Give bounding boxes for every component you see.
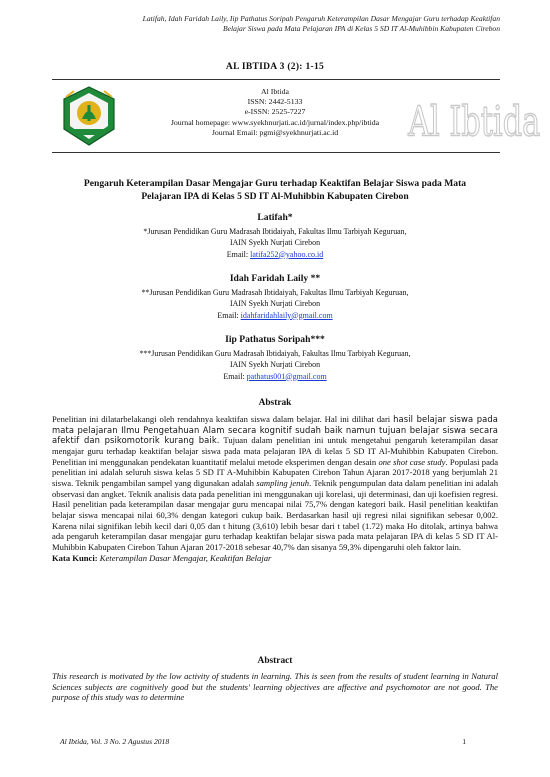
page-number: 1 — [462, 737, 466, 746]
author-email-link[interactable]: idahfaridahlaily@gmail.com — [240, 310, 333, 320]
author-name: Idah Faridah Laily ** — [229, 273, 321, 284]
abstrak-paragraph — [52, 414, 498, 553]
running-head — [40, 14, 500, 34]
abstrak-heading: Abstrak — [258, 398, 292, 408]
author-institution: IAIN Syekh Nurjati Cirebon — [229, 359, 321, 369]
abstrak-text-sans: hasil belajar siswa pada mata pelajaran Ilmu Pengetahuan Alam secara kognitif sudah baik namun tujuan belajar siswa secara afektif dan psikomotorik kurang baik. — [52, 414, 498, 446]
abstrak-text-cont: Tujuan dalam penelitian ini untuk mengetahui pengaruh keterampilan dasar mengajar guru terhadap keaktifan belajar siswa pada mata pelajaran IPA di kelas 5 SD IT Al-Muhibbin Kabupaten Cirebon. Penelitian ini menggunakan pendekatan kuantitatif melalui metode eksperimen dengan desain — [52, 435, 498, 467]
header-rule-top — [52, 79, 500, 80]
abstract-body — [52, 671, 498, 703]
journal-eissn: e-ISSN: 2525-7227 — [244, 107, 306, 117]
abstrak-sampling-term: sampling jenuh — [256, 477, 310, 488]
watermark-text: Al Ibtida — [408, 97, 541, 147]
author-block-1 — [0, 212, 550, 260]
journal-code: AL IBTIDA 3 (2): 1-15 — [225, 62, 325, 72]
journal-homepage[interactable]: Journal homepage: www.syekhnurjati.ac.id/jurnal/index.php/ibtida — [170, 117, 380, 127]
header-rule-bottom — [52, 152, 500, 153]
author-affiliation: *Jurusan Pendidikan Guru Madrasah Ibtidaiyah, Fakultas Ilmu Tarbiyah Keguruan, — [143, 227, 407, 236]
journal-info — [130, 87, 420, 138]
paper-title — [55, 178, 495, 203]
journal-email[interactable]: Journal Email: pgmi@syekhnurjati.ac.id — [211, 127, 339, 137]
university-logo-icon — [60, 85, 118, 147]
abstrak-body — [52, 414, 498, 563]
author-email-link[interactable]: pathatus001@gmail.com — [246, 371, 327, 381]
author-institution: IAIN Syekh Nurjati Cirebon — [229, 237, 321, 247]
author-email-line — [0, 310, 550, 321]
abstrak-design-term: one shot case study — [378, 456, 446, 467]
email-label: Email: — [217, 310, 241, 320]
author-block-2 — [0, 273, 550, 321]
journal-name: Al Ibtida — [261, 87, 289, 96]
running-head-line-2: Belajar Siswa pada Mata Pelajaran IPA di Kelas 5 SD IT Al-Muhibbin Kabupaten Cirebon — [223, 24, 500, 33]
email-label: Email: — [223, 371, 247, 381]
author-name: Latifah* — [257, 212, 293, 223]
journal-watermark-logo — [408, 92, 541, 152]
author-email-link[interactable]: latifa252@yahoo.co.id — [250, 249, 324, 259]
title-line-2: Pelajaran IPA di Kelas 5 SD IT Al-Muhibbin Kabupaten Cirebon — [141, 190, 409, 202]
abstrak-text-end: . Teknik pengumpulan data dalam penelitian ini adalah observasi dan angket. Teknik analisis data pada penelitian ini menggunakan uji korelasi, uji determinasi, dan uji koefisien regresi. Hasil penelitian pada keterampilan dasar mengajar guru mencapai nilai 75,7% dengan kategori baik. Hasil penelitian keaktifan belajar siswa mencapai nilai 60,3% dengan kategori cukup baik. Berdasarkan hasil uji regresi nilai signifikan sebesar 0,002. Karena nilai signifikan lebih kecil dari 0,05 dan t hitung (3,610) lebih besar dari t tabel (1.72) maka Ho ditolak, artinya bahwa ada pengaruh keterampilan dasar mengajar guru terhadap keaktifan belajar siswa pada mata pelajaran IPA di kelas 5 SD IT Al-Muhibbin Kabupaten Cirebon Tahun Ajaran 2017-2018 sebesar 40,7% dan sisanya 59,3% dipengaruhi oleh faktor lain. — [52, 477, 499, 552]
email-label: Email: — [226, 249, 251, 259]
author-name: Iip Pathatus Soripah*** — [225, 334, 325, 345]
abstrak-text-cont2: . Populasi pada penelitian ini adalah seluruh siswa kelas 5 SD IT A-Muhibbin Kabupaten Cirebon Tahun Ajaran 2017-2018 yang berjumlah 21 siswa. Teknik pengambilan sampel yang digunakan adalah — [52, 456, 499, 488]
footer-citation: Al Ibtida, Vol. 3 No. 2 Agustus 2018 — [60, 737, 170, 746]
journal-issn: ISSN: 2442-5133 — [247, 97, 303, 107]
running-head-line-1: Latifah, Idah Faridah Laily, Iip Pathatus Soripah Pengaruh Keterampilan Dasar Mengajar Guru terhadap Keaktifan — [142, 14, 500, 23]
author-block-3 — [0, 334, 550, 382]
author-institution: IAIN Syekh Nurjati Cirebon — [229, 298, 321, 308]
abstract-paragraph: This research is motivated by the low activity of students in learning. This is seen from the results of student learning in Natural Sciences subjects are cognitively good but the students' learning objectives are affective and psychomotor are not good. The purpose of this study was to determine — [52, 671, 498, 703]
keywords-values: Keterampilan Dasar Mengajar, Keaktifan Belajar — [97, 552, 272, 563]
title-line-1: Pengaruh Keterampilan Dasar Mengajar Guru terhadap Keaktifan Belajar Siswa pada Mata — [83, 178, 467, 189]
author-email-line — [0, 371, 550, 382]
abstrak-text-start: Penelitian ini dilatarbelakangi oleh rendahnya keaktifan siswa dalam belajar. Hal ini dilihat dari — [52, 414, 394, 424]
abstract-heading: Abstract — [257, 656, 293, 666]
author-affiliation: ***Jurusan Pendidikan Guru Madrasah Ibtidaiyah, Fakultas Ilmu Tarbiyah Keguruan, — [139, 349, 411, 358]
author-affiliation: **Jurusan Pendidikan Guru Madrasah Ibtidaiyah, Fakultas Ilmu Tarbiyah Keguruan, — [141, 288, 409, 297]
author-email-line — [0, 249, 550, 260]
keywords — [52, 553, 498, 564]
keywords-label: Kata Kunci: — [52, 552, 98, 563]
